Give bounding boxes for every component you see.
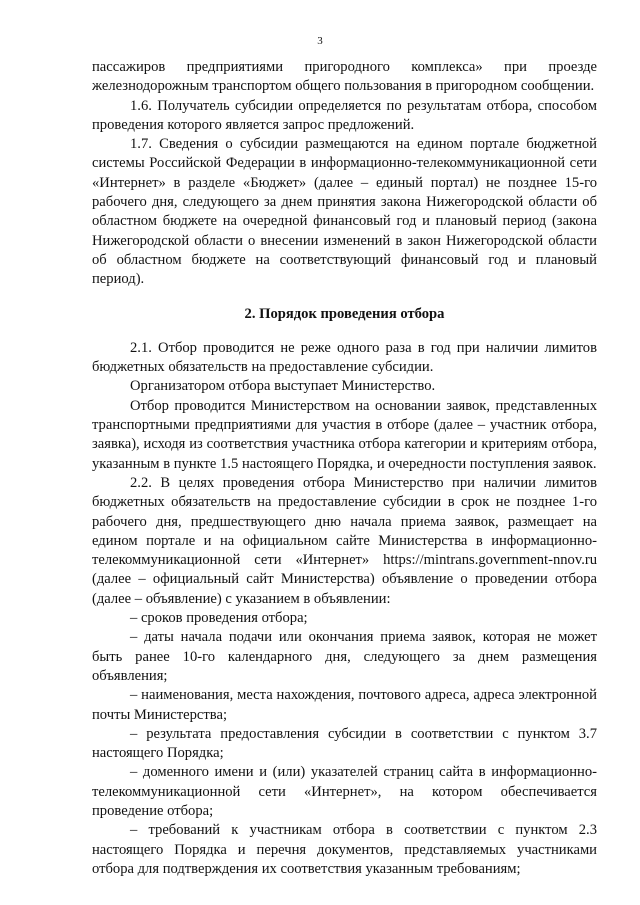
list-item: – результата предоставления субсидии в соответствии с пунктом 3.7 настоящего Порядка; xyxy=(92,725,597,762)
paragraph: 1.6. Получатель субсидии определяется по результатам отбора, способом проведения которого является запрос предложений. xyxy=(92,97,597,133)
paragraph: 2.2. В целях проведения отбора Министерство при наличии лимитов бюджетных обязательств на предоставление субсидии в срок не позднее 1-го рабочего дня, предшествующего дню начала приема заявок, размещает на едином портале и на официальном сайте Министерства в информационно-телекоммуникационной сети «Интернет» https://mintrans.government-nnov.ru (далее – официальный сайт Министерства) объявление о проведении отбора (далее – объявление) с указанием в объявлении: xyxy=(92,474,597,607)
list-item: – наименования, места нахождения, почтового адреса, адреса электронной почты Министерства; xyxy=(92,687,597,723)
paragraph: пассажиров предприятиями пригородного комплекса» при проезде железнодорожным транспортом общего пользования в пригородном сообщении. xyxy=(92,59,597,95)
list-item: – требований к участникам отбора в соответствии с пунктом 2.3 настоящего Порядка и перечня документов, представляемых участниками отбора для подтверждения их соответствия указанным требованиям; xyxy=(92,822,597,877)
paragraph: Отбор проводится Министерством на основании заявок, представленных транспортными предприятиями для участия в отборе (далее – участник отбора, заявка), исходя из соответствия участника отбора категории и критериям отбора, указанным в пункте 1.5 настоящего Порядка, и очередности поступления заявок. xyxy=(92,397,597,472)
page-number: 3 xyxy=(317,35,323,47)
paragraph: 1.7. Сведения о субсидии размещаются на едином портале бюджетной системы Российской Федерации в информационно-телекоммуникационной сети «Интернет» в разделе «Бюджет» (далее – единый портал) не позднее 15-го рабочего дня, следующего за днем принятия закона Нижегородской области об областном бюджете на очередной финансовый год и плановый период (закона Нижегородской области о внесении изменений в закон Нижегородской области об областном бюджете на соответствующий финансовый год и плановый период). xyxy=(92,136,597,288)
document-body xyxy=(92,58,597,879)
list-item: – сроков проведения отбора; xyxy=(130,610,308,627)
list-item: – доменного имени и (или) указателей страниц сайта в информационно-телекоммуникационной сети «Интернет», на котором обеспечивается проведение отбора; xyxy=(92,764,597,819)
list-item: – даты начала подачи или окончания приема заявок, которая не может быть ранее 10-го календарного дня, следующего за днем размещения объявления; xyxy=(92,629,597,684)
section-title: 2. Порядок проведения отбора xyxy=(244,305,445,322)
paragraph: 2.1. Отбор проводится не реже одного раза в год при наличии лимитов бюджетных обязательств на предоставление субсидии. xyxy=(92,339,597,376)
paragraph: Организатором отбора выступает Министерство. xyxy=(130,378,436,395)
